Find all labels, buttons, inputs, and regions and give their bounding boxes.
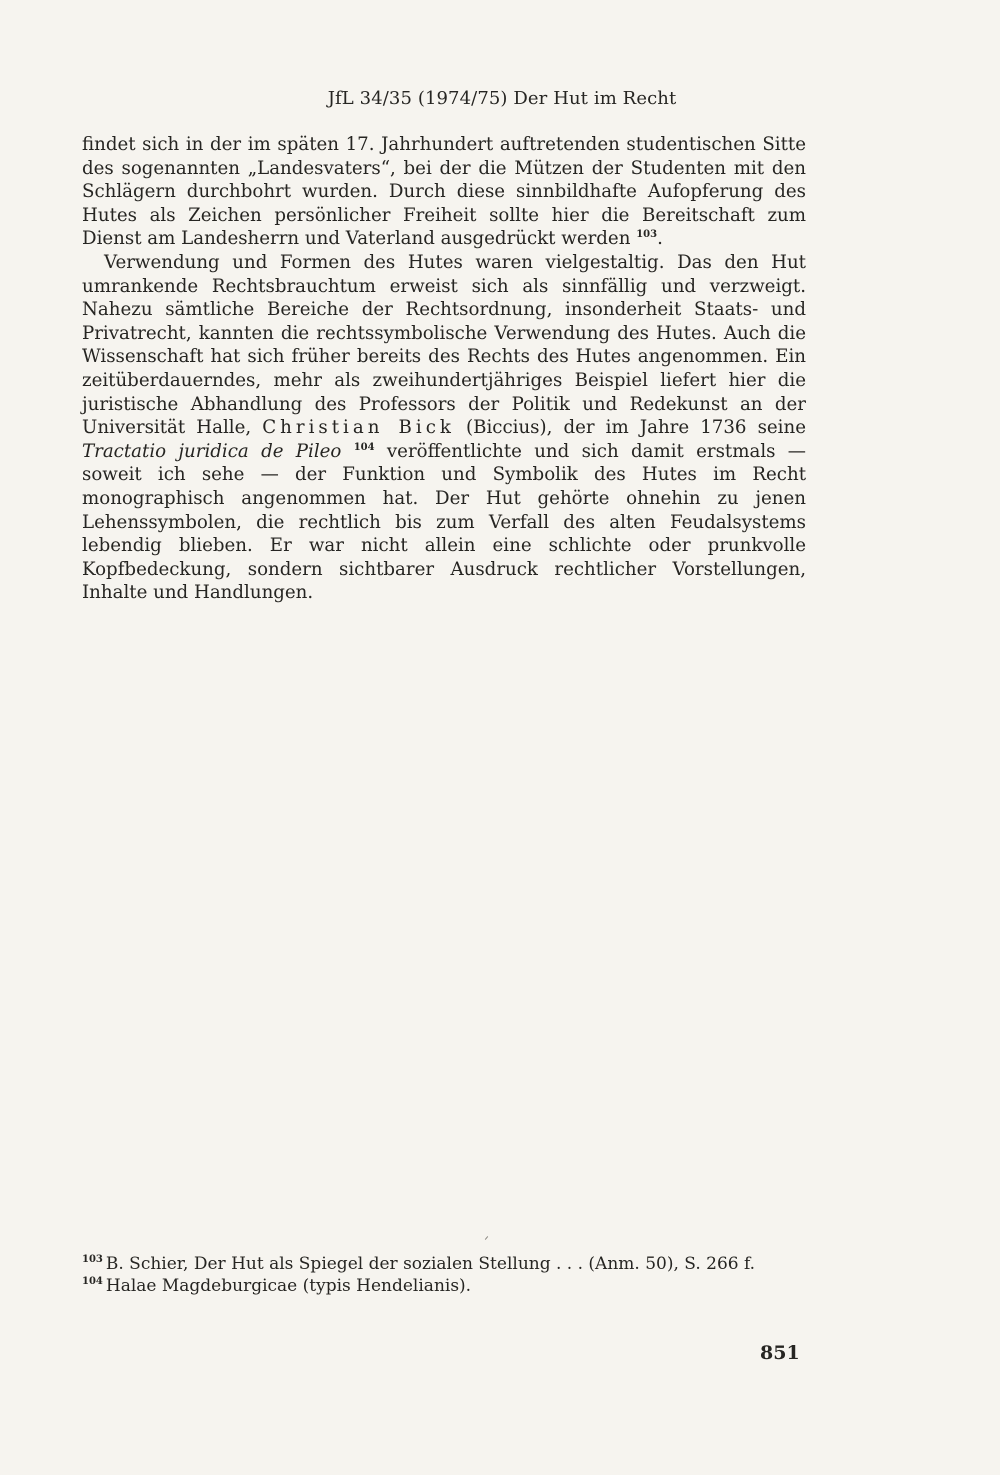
running-head: JfL 34/35 (1974/75) Der Hut im Recht [327,88,677,109]
paragraph-1 [82,133,806,251]
footnote-104 [82,1276,806,1298]
footnote-ref-104[interactable]: 104 [353,441,375,453]
work-title-tractatio: Tractatio juridica de Pileo [82,440,342,462]
person-name-christian-bick: Christian Bick [262,417,455,439]
footnote-text: Halae Magdeburgicae (typis Hendelianis). [105,1275,472,1296]
footnote-103 [82,1254,806,1276]
paragraph-2-part-2: (Biccius), der im Jahre 1736 seine [466,417,806,439]
paragraph-1-text: findet sich in der im späten 17. Jahrhundert auftretenden studentischen Sitte des sogenannten „Landesvaters“, bei der die Mützen der Studenten mit den Schlägern durchbohrt wurden. Durch diese sinnbildhafte Aufopferung des Hutes als Zeichen persönlicher Freiheit sollte hier die Bereitschaft zum Dienst am Landesherrn und Vaterland ausgedrückt werden [82,134,806,250]
footnote-number: 103 [82,1254,103,1266]
paragraph-2-part-1: Verwendung und Formen des Hutes waren vielgestaltig. Das den Hut umrankende Rechtsbrauchtum erweist sich als sinnfällig und verzweigt. Nahezu sämtliche Bereiche der Rechtsordnung, insonderheit Staats- und Privatrecht, kannten die rechtssymbolische Verwendung des Hutes. Auch die Wissenschaft hat sich früher bereits des Rechts des Hutes angenommen. Ein zeitüberdauerndes, mehr als zweihundertjähriges Beispiel liefert hier die juristische Abhandlung des Professors der Politik und Redekunst an der Universität Halle, [82,251,806,439]
footnote-text: B. Schier, Der Hut als Spiegel der sozialen Stellung . . . (Anm. 50), S. 266 f. [105,1254,756,1274]
footnote-ref-103[interactable]: 103 [636,229,658,241]
paragraph-2 [82,251,806,605]
paragraph-1-end: . [657,228,663,250]
body-text [82,133,806,605]
paper-speck [485,1236,488,1240]
paragraph-2-part-3: veröffentlichte und sich damit erstmals — soweit ich sehe — der Funktion und Symbolik des Hutes im Recht monographisch angenommen hat. Der Hut gehörte ohnehin zu jenen Lehenssymbolen, die rechtlich bis zum Verfall des alten Feudalsystems lebendig blieben. Er war nicht allein eine schlichte oder prunkvolle Kopfbedeckung, sondern sichtbarer Ausdruck rechtlicher Vorstellungen, Inhalte und Handlungen. [82,440,806,604]
footnote-number: 104 [82,1275,103,1287]
footnotes [82,1254,806,1297]
page-number: 851 [760,1342,800,1364]
